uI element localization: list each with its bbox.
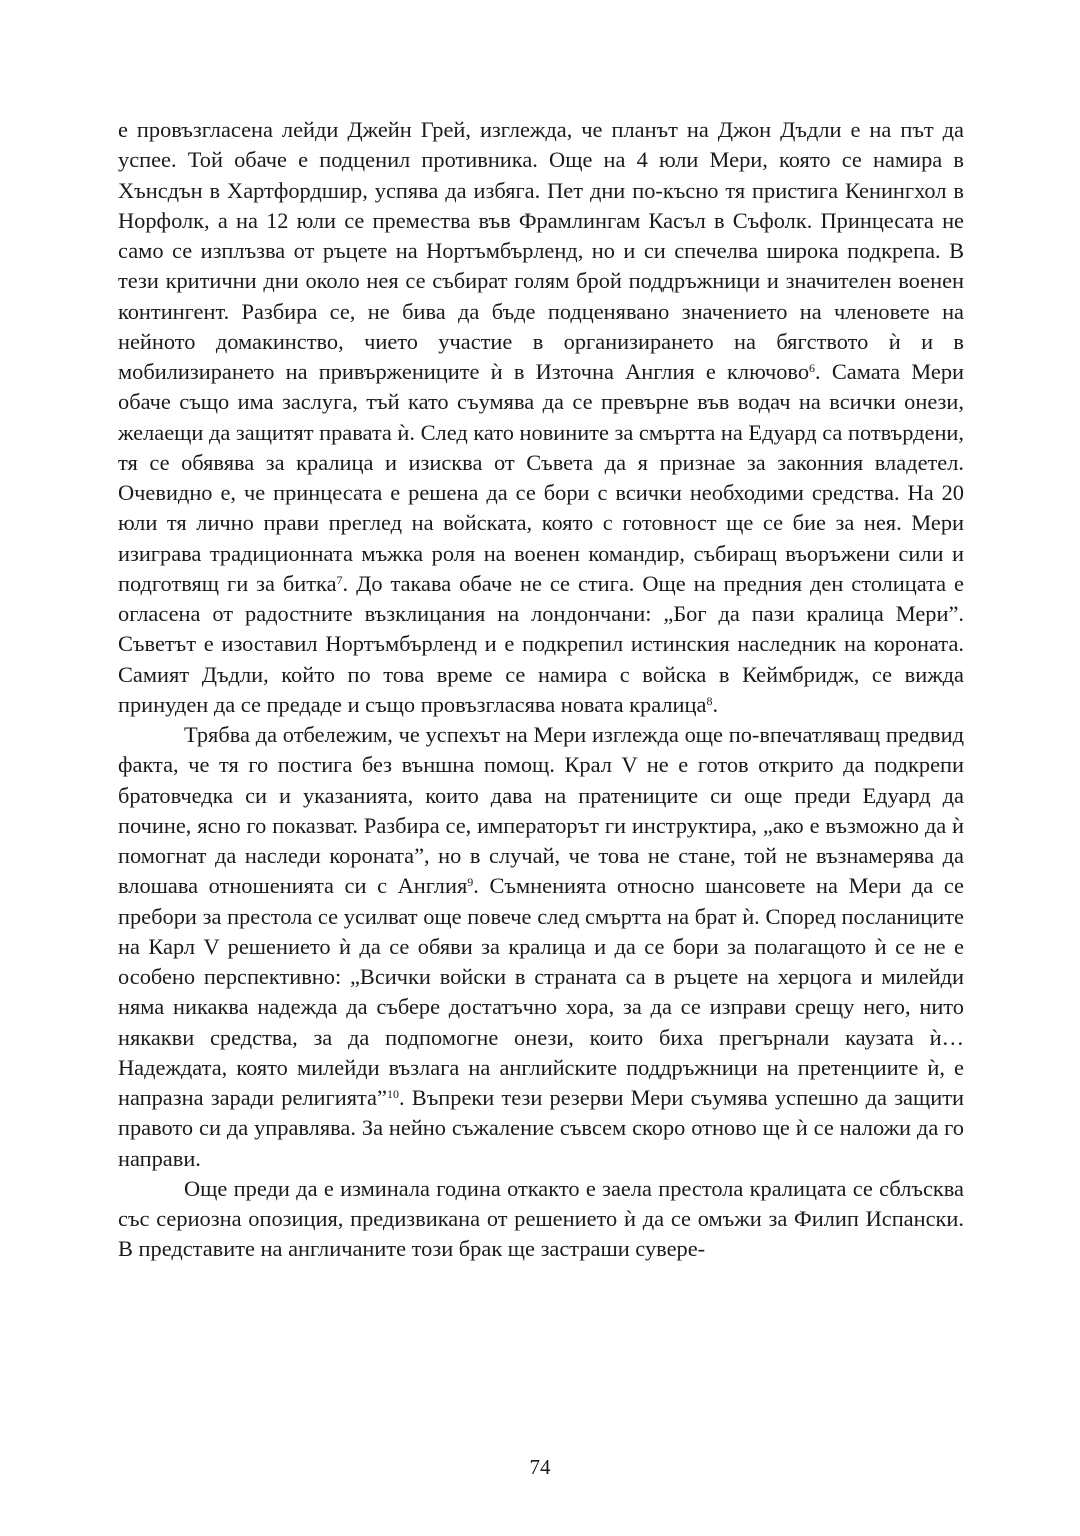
text-run: . [712, 691, 719, 717]
footnote-marker: 10 [386, 1087, 399, 1101]
paragraph [118, 115, 964, 720]
text-run: е провъзгласена лейди Джейн Грей, изглежда, че планът на Джон Дъдли е на път да успее. Той обаче е подценил противника. Още на 4 юли Мери, която се намира в Хънсдън в Хартфордшир, успява да избяга. Пет дни по-късно тя пристига Кенингхол в Норфолк, а на 12 юли се премества във Фрамлингам Касъл в Съфолк. Принцесата не само се изплъзва от ръцете на Нортъмбърленд, но и си спечелва широка подкрепа. В тези критични дни около нея се събират голям брой поддръжници и значителен военен контингент. Разбира се, не бива да бъде подценявано значението на членовете на нейното домакинство, чието участие в организирането на бягството ѝ и в мобилизирането на привържениците ѝ в Източна Англия е ключово [118, 117, 964, 384]
paragraph [118, 720, 964, 1174]
text-run: . До такава обаче не се стига. Още на предния ден столицата е огласена от радостните възклицания на лондончани: „Бог да пази кралица Мери”. Съветът е изоставил Нортъмбърленд и е подкрепил истинския наследник на короната. Самият Дъдли, който по това време се намира с войска в Кеймбридж, се вижда принуден да се предаде и също провъзгласява новата кралица [118, 570, 964, 717]
paragraph [118, 1174, 964, 1265]
footnote-marker: 8 [706, 693, 713, 708]
text-run: . Самата Мери обаче също има заслуга, тъй като съумява да се превърне във водач на всички онези, желаещи да защитят правата ѝ. След като новините за смъртта на Едуард са потвърдени, тя се обявява за кралица и изисква от Съвета да я признае за законния владетел. Очевидно е, че принцесата е решена да се бори с всички необходими средства. На 20 юли тя лично прави преглед на войската, която с готовност ще се бие за нея. Мери изиграва традиционната мъжка роля на военен командир, събиращ въоръжени сили и подготвящ ги за битка [118, 359, 965, 596]
text-run: . Въпреки тези резерви Мери съумява успешно да защити правото си да управлява. За нейно съжаление съвсем скоро отново ще ѝ се наложи да го направи. [118, 1085, 964, 1171]
text-run: Трябва да отбележим, че успехът на Мери изглежда още по-впечатляващ предвид факта, че тя го постига без външна помощ. Крал V не е готов открито да подкрепи братовчедка си и указанията, които дава на пратениците си още преди Едуард да почине, ясно го показват. Разбира се, императорът ги инструктира, „ако е възможно да ѝ помогнат да наследи короната”, но в случай, че това не стане, той не възнамерява да влошава отношенията си с Англия [118, 722, 964, 899]
footnote-marker: 6 [809, 361, 816, 375]
body-text [118, 115, 964, 1265]
text-run: . Съмненията относно шансовете на Мери да се пребори за престола се усилват още повече след смъртта на брат ѝ. Според посланиците на Карл V решението ѝ да се обяви за кралица и да се бори за полагащото ѝ се не е особено перспективно: „Всички войски в страната са в ръцете на херцога и милейди няма никаква надежда да събере достатъчно хора, за да се изправи срещу него, нито някакви средства, за да подпомогне онези, които биха прегърнали каузата ѝ… Надеждата, която милейди възлага на английските поддръжници на претенциите ѝ, е напразна заради религията” [118, 873, 964, 1110]
footnote-marker: 7 [336, 572, 343, 587]
text-run: Още преди да е изминала година откакто е заела престола кралицата се сблъсква със сериозна опозиция, предизвикана от решението ѝ да се омъжи за Филип Испански. В представите на англичаните този брак ще застраши сувере- [118, 1175, 964, 1262]
page-number: 74 [529, 1455, 551, 1479]
footnote-marker: 9 [467, 875, 474, 890]
